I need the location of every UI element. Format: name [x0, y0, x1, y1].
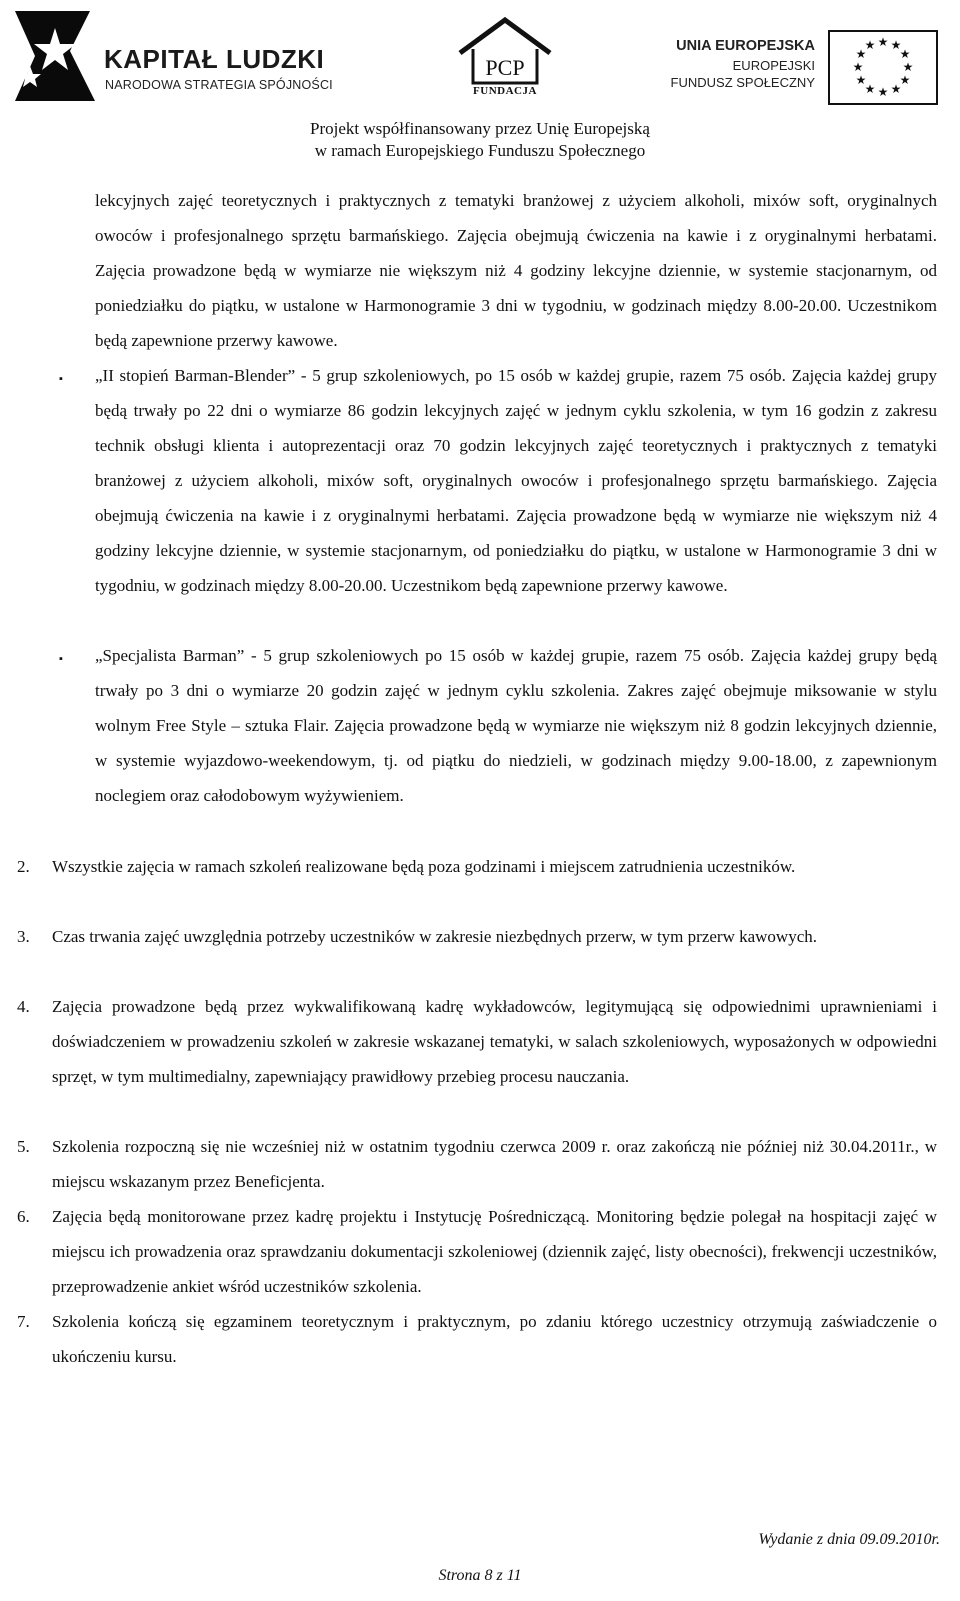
intro-paragraph: lekcyjnych zajęć teoretycznych i praktycznych z tematyki branżowej z użyciem alkoholi, mixów soft, oryginalnych owoców i profesjonalnego sprzętu barmańskiego. Zajęcia obejmują ćwiczenia na kawie i z oryginalnymi herbatami. Zajęcia prowadzone będą w wymiarze nie większym niż 4 godziny lekcyjne dziennie, w systemie stacjonarnym, od poniedziałku do piątku, w ustalone w Harmonogramie 3 dni w tygodniu, w godzinach między 8.00-20.00. Uczestnikom będą zapewnione przerwy kawowe. [95, 191, 937, 350]
pcp-fundacja-label: FUNDACJA [473, 85, 537, 97]
kapital-ludzki-subtitle: NARODOWA STRATEGIA SPÓJNOŚCI [105, 78, 333, 92]
svg-text:★: ★ [877, 35, 889, 49]
ue-line-1: UNIA EUROPEJSKA [676, 38, 815, 54]
bullet-barman-blender: „II stopień Barman-Blender” - 5 grup szkoleniowych, po 15 osób w każdej grupie, razem 75 osób. Zajęcia każdej grupy będą trwały po 22 dni o wymiarze 86 godzin lekcyjnych zajęć w jednym cyklu szkolenia, w tym 16 godzin z zakresu technik obsługi klienta i autoprezentacji oraz 70 godzin lekcyjnych zajęć teoretycznych i praktycznych z tematyki branżowej z użyciem alkoholi, mixów soft, oryginalnych owoców i profesjonalnego sprzętu barmańskiego. Zajęcia obejmują ćwiczenia na kawie i z oryginalnymi herbatami. Zajęcia prowadzone będą w wymiarze nie większym niż 4 godziny lekcyjne dziennie, w systemie stacjonarnym, od poniedziałku do piątku, w ustalone w Harmonogramie 3 dni w tygodniu, w godzinach między 8.00-20.00. Uczestnikom będą zapewnione przerwy kawowe. [95, 366, 937, 595]
list-item-number: 4. [17, 997, 30, 1016]
page-number: Strona 8 z 11 [438, 1567, 522, 1584]
kapital-ludzki-title: KAPITAŁ LUDZKI [104, 44, 325, 74]
list-item-number: 3. [17, 927, 30, 946]
list-item: Zajęcia będą monitorowane przez kadrę projektu i Instytucję Pośredniczącą. Monitoring będzie polegał na hospitacji zajęć w miejscu ich prowadzenia oraz sprawdzaniu dokumentacji szkoleniowej (dziennik zajęć, listy obecności), frekwencji uczestników, przeprowadzenie ankiet wśród uczestników szkolenia. [52, 1207, 937, 1296]
list-item-number: 7. [17, 1312, 30, 1331]
svg-text:★: ★ [852, 60, 864, 74]
svg-text:★: ★ [902, 60, 914, 74]
list-item: Wszystkie zajęcia w ramach szkoleń realizowane będą poza godzinami i miejscem zatrudnienia uczestników. [52, 857, 796, 876]
edition-date: Wydanie z dnia 09.09.2010r. [758, 1531, 940, 1548]
list-item: Szkolenia kończą się egzaminem teoretycznym i praktycznym, po zdaniu którego uczestnicy otrzymują zaświadczenie o ukończeniu kursu. [52, 1312, 937, 1366]
bullet-marker: ▪ [59, 373, 63, 385]
bullet-specjalista-barman: „Specjalista Barman” - 5 grup szkoleniowych po 15 osób w każdej grupie, razem 75 osób. Zajęcia każdej grupy będą trwały po 3 dni o wymiarze 20 godzin zajęć w jednym cyklu szkolenia. Zakres zajęć obejmuje miksowanie w stylu wolnym Free Style – sztuka Flair. Zajęcia prowadzone będą w wymiarze nie większym niż 8 godzin lekcyjnych dziennie, w systemie wyjazdowo-weekendowym, tj. od piątku do niedzieli, w godzinach między 9.00-18.00, z zapewnionym noclegiem oraz całodobowym wyżywieniem. [95, 646, 937, 805]
bullet-marker: ▪ [59, 653, 63, 665]
cofinancing-line-2: w ramach Europejskiego Funduszu Społecznego [314, 141, 646, 160]
svg-text:★: ★ [877, 85, 889, 99]
ue-line-2: EUROPEJSKI [732, 58, 815, 73]
list-item: Szkolenia rozpoczną się nie wcześniej niż w ostatnim tygodniu czerwca 2009 r. oraz zakończą nie później niż 30.04.2011r., w miejscu wskazanym przez Beneficjenta. [52, 1137, 937, 1191]
cofinancing-line-1: Projekt współfinansowany przez Unię Europejską [310, 119, 650, 138]
svg-text:★: ★ [890, 38, 902, 52]
list-item: Czas trwania zajęć uwzględnia potrzeby uczestników w zakresie niezbędnych przerw, w tym przerw kawowych. [52, 927, 817, 946]
list-item-number: 6. [17, 1207, 30, 1226]
svg-text:★: ★ [890, 82, 902, 96]
svg-text:★: ★ [855, 73, 867, 87]
svg-text:★: ★ [864, 38, 876, 52]
list-item: Zajęcia prowadzone będą przez wykwalifikowaną kadrę wykładowców, legitymującą się odpowiednimi uprawnieniami i doświadczeniem w prowadzeniu szkoleń w zakresie wskazanej tematyki, w salach szkoleniowych, wyposażonych w odpowiedni sprzęt, w tym multimedialny, zapewniający prawidłowy przebieg procesu nauczania. [52, 997, 937, 1086]
list-item-number: 2. [17, 857, 30, 876]
svg-text:★: ★ [864, 82, 876, 96]
svg-text:★: ★ [899, 47, 911, 61]
list-item-number: 5. [17, 1137, 30, 1156]
pcp-name: PCP [485, 55, 525, 80]
svg-text:★: ★ [899, 73, 911, 87]
svg-text:★: ★ [855, 47, 867, 61]
ue-line-3: FUNDUSZ SPOŁECZNY [670, 75, 815, 90]
